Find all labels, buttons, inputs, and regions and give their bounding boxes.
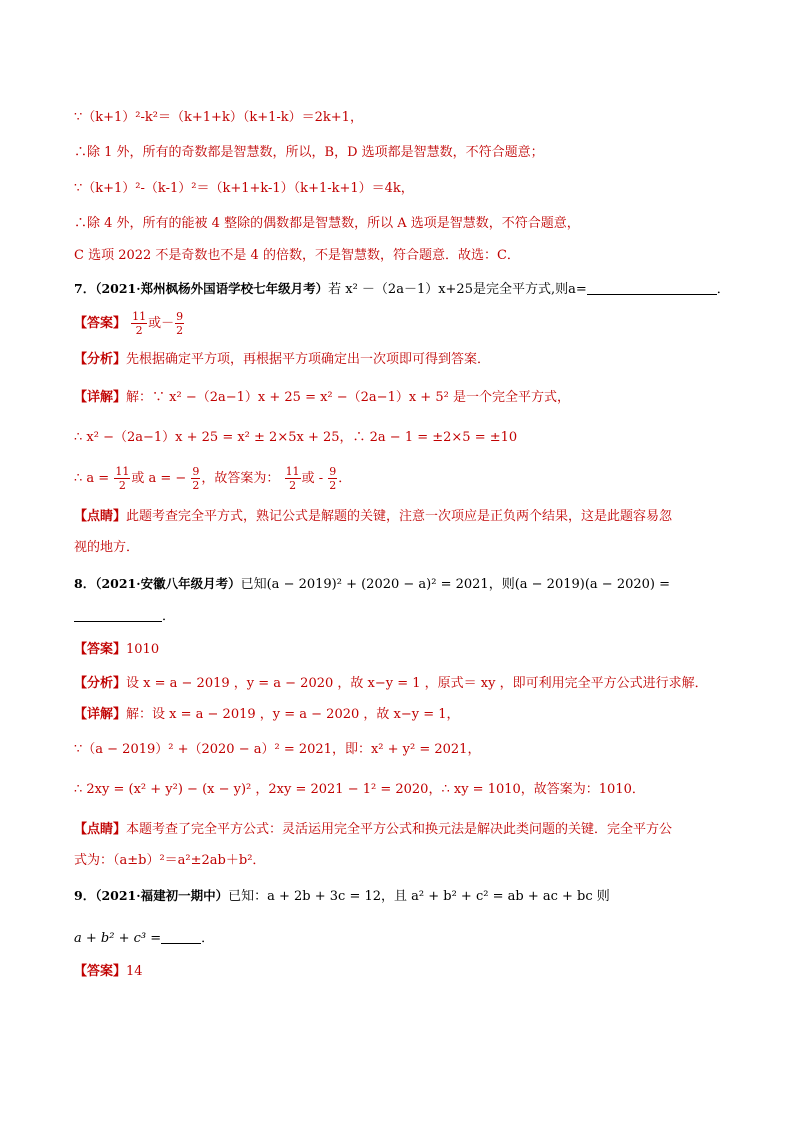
denominator: 2 <box>289 479 297 492</box>
question-stem: 若 x² －（2a－1）x+25是完全平方式,则a= <box>328 282 587 297</box>
prev-line-3: ∵（k+1）²-（k-1）²＝（k+1+k-1）（k+1-k+1）＝4k， <box>74 181 414 196</box>
fraction <box>328 465 337 492</box>
answer-tag: 【答案】 <box>74 642 127 657</box>
numerator: 11 <box>132 310 147 323</box>
denominator: 2 <box>176 324 184 337</box>
numerator: 11 <box>285 465 300 478</box>
numerator: 9 <box>176 310 184 323</box>
detail-text: ∴ x² −（2a−1）x + 25 = x² ± 2×5x + 25 <box>74 430 340 445</box>
q7-detail-3 <box>74 465 351 492</box>
comment-text: 此题考查完全平方式，熟记公式是解题的关键，注意一次项应是正负两个结果，这是此题容易忽 <box>126 509 673 524</box>
q7-answer <box>74 310 185 337</box>
numerator: 9 <box>329 465 337 478</box>
comment-text: 本题考查了完全平方公式：灵活运用完全平方公式和换元法是解决此类问题的关键．完全平方公 <box>126 822 673 837</box>
answer-tag: 【答案】 <box>74 964 127 979</box>
analysis-text: 设 x = a − 2019 ，y = a − 2020 ，故 x−y = 1 ，原式＝ xy ，即可利用完全平方公式进行求解． <box>126 676 708 691</box>
question-source: （2021·安徽八年级月考） <box>95 576 241 591</box>
analysis-tag: 【分析】 <box>74 352 127 367</box>
q8-comment-2: 式为：（a±b）²＝a²±2ab＋b²． <box>74 853 266 868</box>
denominator: 2 <box>329 479 337 492</box>
detail-text: 解：设 x = a − 2019 ，y = a − 2020 ，故 x−y = 1， <box>126 707 460 722</box>
question-8 <box>74 574 670 595</box>
q8-detail-2: ∵（a − 2019）² +（2020 − a）² = 2021，即：x² + y² = 2021， <box>74 742 481 757</box>
prev-line-4: ∴除 4 外，所有的能被 4 整除的偶数都是智慧数，所以 A 选项是智慧数，不符合题意， <box>74 216 580 231</box>
answer-value: 1010 <box>126 642 160 657</box>
q7-analysis <box>74 350 490 370</box>
prev-line-5: C 选项 2022 不是奇数也不是 4 的倍数，不是智慧数，符合题意．故选：C． <box>74 248 520 263</box>
question-stem: a + b² + c³ = <box>74 931 162 946</box>
question-source: （2021·郑州枫杨外国语学校七年级月考） <box>95 281 329 296</box>
comment-tag: 【点睛】 <box>74 822 127 837</box>
q7-comment-2: 视的地方． <box>74 540 140 555</box>
numerator: 11 <box>115 465 130 478</box>
detail-text: 解：∵ x² −（2a−1）x + 25 = x² −（2a−1）x + 5² 是一个完全平方式， <box>126 390 570 405</box>
stem-tail: ． <box>716 282 730 297</box>
fraction <box>114 465 130 492</box>
answer-blank <box>161 929 201 944</box>
denominator: 2 <box>192 479 200 492</box>
or-text: 或－ <box>148 316 175 331</box>
answer-value: 14 <box>126 964 143 979</box>
question-stem: 已知(a − 2019)² + (2020 − a)² = 2021，则(a − 2019)(a − 2020) = <box>240 577 670 592</box>
detail-text: 或 a = − <box>131 471 187 486</box>
q7-comment-1 <box>74 507 672 527</box>
fraction <box>285 465 301 492</box>
fraction <box>175 310 184 337</box>
question-source: （2021·福建初一期中） <box>95 888 229 903</box>
comment-tag: 【点睛】 <box>74 509 127 524</box>
question-number: 8． <box>74 576 96 591</box>
q9-stem-2 <box>74 929 214 949</box>
detail-text: ∴ a = <box>74 471 110 486</box>
analysis-text: 先根据确定平方项，再根据平方项确定出一次项即可得到答案． <box>126 352 491 367</box>
detail-text: ． <box>338 471 352 486</box>
q7-detail-1 <box>74 388 570 408</box>
numerator: 9 <box>192 465 200 478</box>
q8-detail-1 <box>74 705 460 725</box>
question-stem: 已知：a + 2b + 3c = 12，且 a² + b² + c² = ab + ac + bc 则 <box>228 889 610 904</box>
q8-comment-1 <box>74 820 672 840</box>
denominator: 2 <box>135 324 143 337</box>
detail-text: ，故答案为： <box>201 471 280 486</box>
question-7 <box>74 279 730 300</box>
q9-answer <box>74 962 143 982</box>
answer-blank <box>74 607 162 622</box>
prev-line-1: ∵（k+1）²-k²＝（k+1+k）（k+1-k）＝2k+1， <box>74 110 363 125</box>
detail-tag: 【详解】 <box>74 390 127 405</box>
q8-answer <box>74 640 159 660</box>
answer-blank <box>587 280 717 295</box>
question-9 <box>74 886 610 907</box>
q8-analysis <box>74 674 708 694</box>
q8-detail-3: ∴ 2xy = (x² + y²) − (x − y)² ，2xy = 2021 − 1² = 2020，∴ xy = 1010，故答案为：1010． <box>74 782 645 797</box>
denominator: 2 <box>118 479 126 492</box>
analysis-tag: 【分析】 <box>74 676 127 691</box>
question-number: 7． <box>74 281 96 296</box>
prev-line-2: ∴除 1 外，所有的奇数都是智慧数，所以，B，D 选项都是智慧数，不符合题意； <box>74 145 544 160</box>
detail-text: ，∴ 2a − 1 = ±2×5 = ±10 <box>339 430 518 445</box>
q7-detail-2 <box>74 428 517 448</box>
stem-tail: ． <box>162 609 176 624</box>
detail-tag: 【详解】 <box>74 707 127 722</box>
fraction <box>191 465 200 492</box>
question-number: 9． <box>74 888 96 903</box>
q8-blank-line <box>74 607 175 627</box>
answer-tag: 【答案】 <box>74 316 127 331</box>
stem-tail: ． <box>201 931 215 946</box>
detail-text: 或 - <box>301 471 324 486</box>
fraction <box>131 310 147 337</box>
